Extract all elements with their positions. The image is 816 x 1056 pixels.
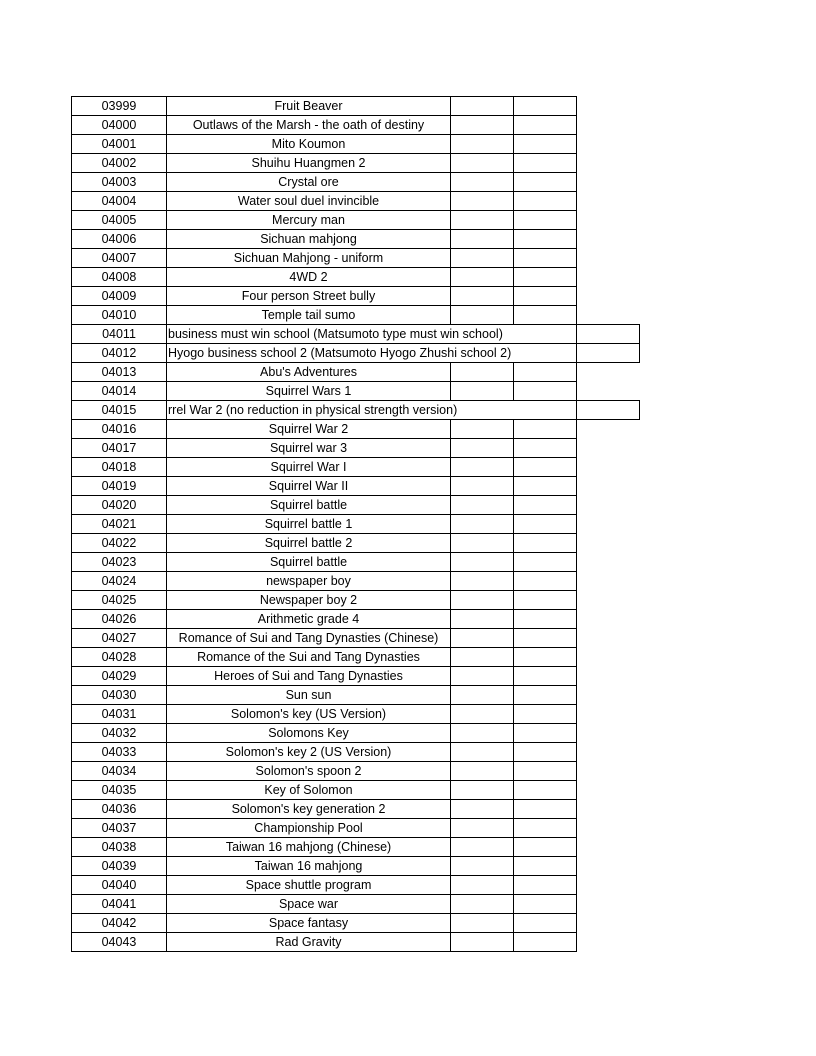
- empty-cell-d[interactable]: [514, 762, 577, 781]
- table-row: [72, 819, 640, 838]
- table-row: [72, 249, 640, 268]
- game-id-cell[interactable]: 04001: [72, 135, 167, 154]
- empty-cell-c[interactable]: [451, 249, 514, 268]
- game-id-cell[interactable]: 04027: [72, 629, 167, 648]
- game-name-cell[interactable]: Fruit Beaver: [167, 97, 451, 116]
- empty-cell-c[interactable]: [451, 420, 514, 439]
- empty-cell-c[interactable]: [451, 629, 514, 648]
- table-row: [72, 230, 640, 249]
- game-id-cell[interactable]: 04020: [72, 496, 167, 515]
- empty-cell-d[interactable]: [514, 629, 577, 648]
- empty-cell-d[interactable]: [514, 192, 577, 211]
- empty-cell-c[interactable]: [451, 914, 514, 933]
- empty-cell-d[interactable]: [514, 135, 577, 154]
- empty-cell-c[interactable]: [451, 686, 514, 705]
- game-name-cell[interactable]: Squirrel War II: [167, 477, 451, 496]
- empty-cell-c[interactable]: [451, 173, 514, 192]
- empty-cell-c[interactable]: [451, 287, 514, 306]
- game-id-cell[interactable]: 04022: [72, 534, 167, 553]
- game-id-cell[interactable]: 04023: [72, 553, 167, 572]
- table-row: [72, 382, 640, 401]
- empty-cell-d[interactable]: [577, 344, 640, 363]
- empty-cell-c[interactable]: [451, 610, 514, 629]
- table-row: [72, 667, 640, 686]
- empty-cell-c[interactable]: [451, 116, 514, 135]
- empty-cell-c[interactable]: [451, 306, 514, 325]
- table-row: [72, 287, 640, 306]
- empty-cell-d[interactable]: [514, 705, 577, 724]
- game-name-cell[interactable]: Solomon's key generation 2: [167, 800, 451, 819]
- game-id-cell[interactable]: 04031: [72, 705, 167, 724]
- game-id-cell[interactable]: 04029: [72, 667, 167, 686]
- game-id-cell[interactable]: 04028: [72, 648, 167, 667]
- empty-cell-d[interactable]: [514, 800, 577, 819]
- empty-cell-d[interactable]: [514, 382, 577, 401]
- empty-cell-c[interactable]: [451, 553, 514, 572]
- game-name-cell[interactable]: Romance of the Sui and Tang Dynasties: [167, 648, 451, 667]
- empty-cell-c[interactable]: [451, 762, 514, 781]
- game-id-cell[interactable]: 04007: [72, 249, 167, 268]
- empty-cell-c[interactable]: [451, 591, 514, 610]
- game-id-cell[interactable]: 04040: [72, 876, 167, 895]
- game-name-cell[interactable]: Solomon's key 2 (US Version): [167, 743, 451, 762]
- empty-cell-c[interactable]: [451, 515, 514, 534]
- empty-cell-d[interactable]: [514, 667, 577, 686]
- empty-cell-c[interactable]: [451, 477, 514, 496]
- game-id-cell[interactable]: 04005: [72, 211, 167, 230]
- empty-cell-c[interactable]: [451, 667, 514, 686]
- game-name-cell[interactable]: Mito Koumon: [167, 135, 451, 154]
- empty-cell-d[interactable]: [514, 439, 577, 458]
- game-name-cell[interactable]: Shuihu Huangmen 2: [167, 154, 451, 173]
- empty-cell-d[interactable]: [514, 477, 577, 496]
- table-row: [72, 306, 640, 325]
- game-name-cell[interactable]: Space fantasy: [167, 914, 451, 933]
- game-id-cell[interactable]: 04013: [72, 363, 167, 382]
- empty-cell-d[interactable]: [514, 648, 577, 667]
- game-id-cell[interactable]: 04038: [72, 838, 167, 857]
- empty-cell-d[interactable]: [514, 97, 577, 116]
- empty-cell-c[interactable]: [451, 857, 514, 876]
- game-id-cell[interactable]: 04032: [72, 724, 167, 743]
- game-name-cell[interactable]: Four person Street bully: [167, 287, 451, 306]
- empty-cell-c[interactable]: [451, 743, 514, 762]
- game-name-text: rrel War 2 (no reduction in physical strength version): [168, 403, 458, 417]
- table-row: [72, 363, 640, 382]
- game-id-cell[interactable]: 04039: [72, 857, 167, 876]
- game-name-cell[interactable]: Romance of Sui and Tang Dynasties (Chinese): [167, 629, 451, 648]
- game-id-cell[interactable]: 04009: [72, 287, 167, 306]
- table-row: [72, 439, 640, 458]
- table-row: [72, 173, 640, 192]
- game-id-cell[interactable]: 04030: [72, 686, 167, 705]
- game-name-cell[interactable]: Squirrel War I: [167, 458, 451, 477]
- game-id-cell[interactable]: 04018: [72, 458, 167, 477]
- game-id-cell[interactable]: 04024: [72, 572, 167, 591]
- game-name-cell[interactable]: [167, 401, 577, 420]
- empty-cell-c[interactable]: [451, 838, 514, 857]
- empty-cell-c[interactable]: [451, 496, 514, 515]
- empty-cell-c[interactable]: [451, 705, 514, 724]
- game-list-table: [71, 96, 640, 952]
- game-name-cell[interactable]: Squirrel battle 1: [167, 515, 451, 534]
- empty-cell-c[interactable]: [451, 154, 514, 173]
- game-name-cell[interactable]: Squirrel battle: [167, 553, 451, 572]
- game-name-cell[interactable]: newspaper boy: [167, 572, 451, 591]
- empty-cell-c[interactable]: [451, 572, 514, 591]
- game-id-cell[interactable]: 04033: [72, 743, 167, 762]
- empty-cell-d[interactable]: [514, 515, 577, 534]
- game-name-cell[interactable]: Newspaper boy 2: [167, 591, 451, 610]
- game-name-cell[interactable]: Squirrel Wars 1: [167, 382, 451, 401]
- table-row: [72, 97, 640, 116]
- empty-cell-d[interactable]: [514, 173, 577, 192]
- empty-cell-d[interactable]: [514, 914, 577, 933]
- empty-cell-d[interactable]: [577, 325, 640, 344]
- game-name-cell[interactable]: [167, 325, 577, 344]
- game-name-cell[interactable]: Temple tail sumo: [167, 306, 451, 325]
- game-name-cell[interactable]: Abu's Adventures: [167, 363, 451, 382]
- table-row: [72, 572, 640, 591]
- game-name-cell[interactable]: [167, 344, 577, 363]
- empty-cell-c[interactable]: [451, 819, 514, 838]
- game-id-cell[interactable]: 04002: [72, 154, 167, 173]
- empty-cell-d[interactable]: [514, 857, 577, 876]
- game-name-cell[interactable]: Solomon's spoon 2: [167, 762, 451, 781]
- game-name-cell[interactable]: Mercury man: [167, 211, 451, 230]
- empty-cell-d[interactable]: [514, 572, 577, 591]
- game-id-cell[interactable]: 04008: [72, 268, 167, 287]
- empty-cell-c[interactable]: [451, 534, 514, 553]
- game-name-cell[interactable]: Solomons Key: [167, 724, 451, 743]
- empty-cell-c[interactable]: [451, 724, 514, 743]
- game-id-cell[interactable]: 04004: [72, 192, 167, 211]
- game-id-cell[interactable]: 04003: [72, 173, 167, 192]
- empty-cell-c[interactable]: [451, 135, 514, 154]
- game-id-cell[interactable]: 04036: [72, 800, 167, 819]
- game-name-cell[interactable]: Rad Gravity: [167, 933, 451, 952]
- game-id-cell[interactable]: 04011: [72, 325, 167, 344]
- table-row: [72, 857, 640, 876]
- game-name-cell[interactable]: Squirrel battle: [167, 496, 451, 515]
- table-row: [72, 933, 640, 952]
- table-row: [72, 610, 640, 629]
- empty-cell-c[interactable]: [451, 648, 514, 667]
- game-name-cell[interactable]: Crystal ore: [167, 173, 451, 192]
- game-name-text: business must win school (Matsumoto type must win school): [168, 327, 503, 341]
- game-id-cell[interactable]: 04000: [72, 116, 167, 135]
- empty-cell-d[interactable]: [514, 553, 577, 572]
- game-id-cell[interactable]: 04043: [72, 933, 167, 952]
- game-name-text: Hyogo business school 2 (Matsumoto Hyogo Zhushi school 2): [168, 346, 512, 360]
- empty-cell-c[interactable]: [451, 230, 514, 249]
- game-name-cell[interactable]: Taiwan 16 mahjong (Chinese): [167, 838, 451, 857]
- empty-cell-d[interactable]: [514, 819, 577, 838]
- game-name-cell[interactable]: Squirrel War 2: [167, 420, 451, 439]
- game-id-cell[interactable]: 03999: [72, 97, 167, 116]
- empty-cell-d[interactable]: [514, 116, 577, 135]
- table-row: [72, 743, 640, 762]
- game-name-cell[interactable]: Space shuttle program: [167, 876, 451, 895]
- table-row: [72, 914, 640, 933]
- empty-cell-c[interactable]: [451, 382, 514, 401]
- game-id-cell[interactable]: 04041: [72, 895, 167, 914]
- table-row: [72, 401, 640, 420]
- empty-cell-d[interactable]: [514, 838, 577, 857]
- empty-cell-c[interactable]: [451, 895, 514, 914]
- table-row: [72, 800, 640, 819]
- empty-cell-c[interactable]: [451, 268, 514, 287]
- game-name-cell[interactable]: Space war: [167, 895, 451, 914]
- table-row: [72, 325, 640, 344]
- table-row: [72, 116, 640, 135]
- empty-cell-c[interactable]: [451, 800, 514, 819]
- game-id-cell[interactable]: 04016: [72, 420, 167, 439]
- table-body: [72, 97, 640, 952]
- table-row: [72, 553, 640, 572]
- game-name-cell[interactable]: Squirrel war 3: [167, 439, 451, 458]
- game-name-cell[interactable]: Championship Pool: [167, 819, 451, 838]
- game-id-cell[interactable]: 04012: [72, 344, 167, 363]
- game-name-cell[interactable]: 4WD 2: [167, 268, 451, 287]
- table-row: [72, 686, 640, 705]
- game-id-cell[interactable]: 04015: [72, 401, 167, 420]
- empty-cell-d[interactable]: [514, 268, 577, 287]
- table-row: [72, 211, 640, 230]
- game-id-cell[interactable]: 04037: [72, 819, 167, 838]
- game-id-cell[interactable]: 04042: [72, 914, 167, 933]
- table-row: [72, 344, 640, 363]
- game-id-cell[interactable]: 04026: [72, 610, 167, 629]
- game-id-cell[interactable]: 04035: [72, 781, 167, 800]
- game-name-cell[interactable]: Sichuan mahjong: [167, 230, 451, 249]
- game-id-cell[interactable]: 04025: [72, 591, 167, 610]
- empty-cell-d[interactable]: [577, 401, 640, 420]
- game-name-cell[interactable]: Sun sun: [167, 686, 451, 705]
- game-id-cell[interactable]: 04019: [72, 477, 167, 496]
- game-name-cell[interactable]: Squirrel battle 2: [167, 534, 451, 553]
- empty-cell-d[interactable]: [514, 306, 577, 325]
- game-id-cell[interactable]: 04014: [72, 382, 167, 401]
- game-id-cell[interactable]: 04010: [72, 306, 167, 325]
- empty-cell-c[interactable]: [451, 933, 514, 952]
- table-row: [72, 515, 640, 534]
- table-row: [72, 724, 640, 743]
- table-row: [72, 496, 640, 515]
- game-name-cell[interactable]: Sichuan Mahjong - uniform: [167, 249, 451, 268]
- game-name-cell[interactable]: Water soul duel invincible: [167, 192, 451, 211]
- table-row: [72, 268, 640, 287]
- game-name-cell[interactable]: Solomon's key (US Version): [167, 705, 451, 724]
- empty-cell-d[interactable]: [514, 686, 577, 705]
- table-row: [72, 705, 640, 724]
- empty-cell-c[interactable]: [451, 211, 514, 230]
- empty-cell-d[interactable]: [514, 895, 577, 914]
- game-name-cell[interactable]: Heroes of Sui and Tang Dynasties: [167, 667, 451, 686]
- empty-cell-d[interactable]: [514, 154, 577, 173]
- empty-cell-d[interactable]: [514, 610, 577, 629]
- game-id-cell[interactable]: 04017: [72, 439, 167, 458]
- empty-cell-d[interactable]: [514, 496, 577, 515]
- table-row: [72, 781, 640, 800]
- empty-cell-c[interactable]: [451, 439, 514, 458]
- empty-cell-c[interactable]: [451, 876, 514, 895]
- table-row: [72, 591, 640, 610]
- game-name-cell[interactable]: Key of Solomon: [167, 781, 451, 800]
- game-name-cell[interactable]: Outlaws of the Marsh - the oath of destiny: [167, 116, 451, 135]
- empty-cell-c[interactable]: [451, 458, 514, 477]
- table-row: [72, 154, 640, 173]
- empty-cell-d[interactable]: [514, 781, 577, 800]
- empty-cell-d[interactable]: [514, 420, 577, 439]
- empty-cell-d[interactable]: [514, 743, 577, 762]
- empty-cell-d[interactable]: [514, 933, 577, 952]
- empty-cell-d[interactable]: [514, 287, 577, 306]
- table-row: [72, 838, 640, 857]
- table-row: [72, 895, 640, 914]
- empty-cell-d[interactable]: [514, 458, 577, 477]
- table-row: [72, 629, 640, 648]
- table-row: [72, 458, 640, 477]
- empty-cell-d[interactable]: [514, 249, 577, 268]
- empty-cell-d[interactable]: [514, 724, 577, 743]
- empty-cell-d[interactable]: [514, 534, 577, 553]
- game-id-cell[interactable]: 04006: [72, 230, 167, 249]
- table-row: [72, 648, 640, 667]
- empty-cell-d[interactable]: [514, 211, 577, 230]
- table-row: [72, 420, 640, 439]
- empty-cell-d[interactable]: [514, 230, 577, 249]
- game-id-cell[interactable]: 04034: [72, 762, 167, 781]
- table-row: [72, 876, 640, 895]
- empty-cell-c[interactable]: [451, 781, 514, 800]
- empty-cell-d[interactable]: [514, 591, 577, 610]
- empty-cell-d[interactable]: [514, 876, 577, 895]
- table-row: [72, 762, 640, 781]
- game-name-cell[interactable]: Arithmetic grade 4: [167, 610, 451, 629]
- game-name-cell[interactable]: Taiwan 16 mahjong: [167, 857, 451, 876]
- empty-cell-c[interactable]: [451, 97, 514, 116]
- table-row: [72, 477, 640, 496]
- table-row: [72, 135, 640, 154]
- game-id-cell[interactable]: 04021: [72, 515, 167, 534]
- empty-cell-c[interactable]: [451, 192, 514, 211]
- empty-cell-d[interactable]: [514, 363, 577, 382]
- table-row: [72, 534, 640, 553]
- empty-cell-c[interactable]: [451, 363, 514, 382]
- table-row: [72, 192, 640, 211]
